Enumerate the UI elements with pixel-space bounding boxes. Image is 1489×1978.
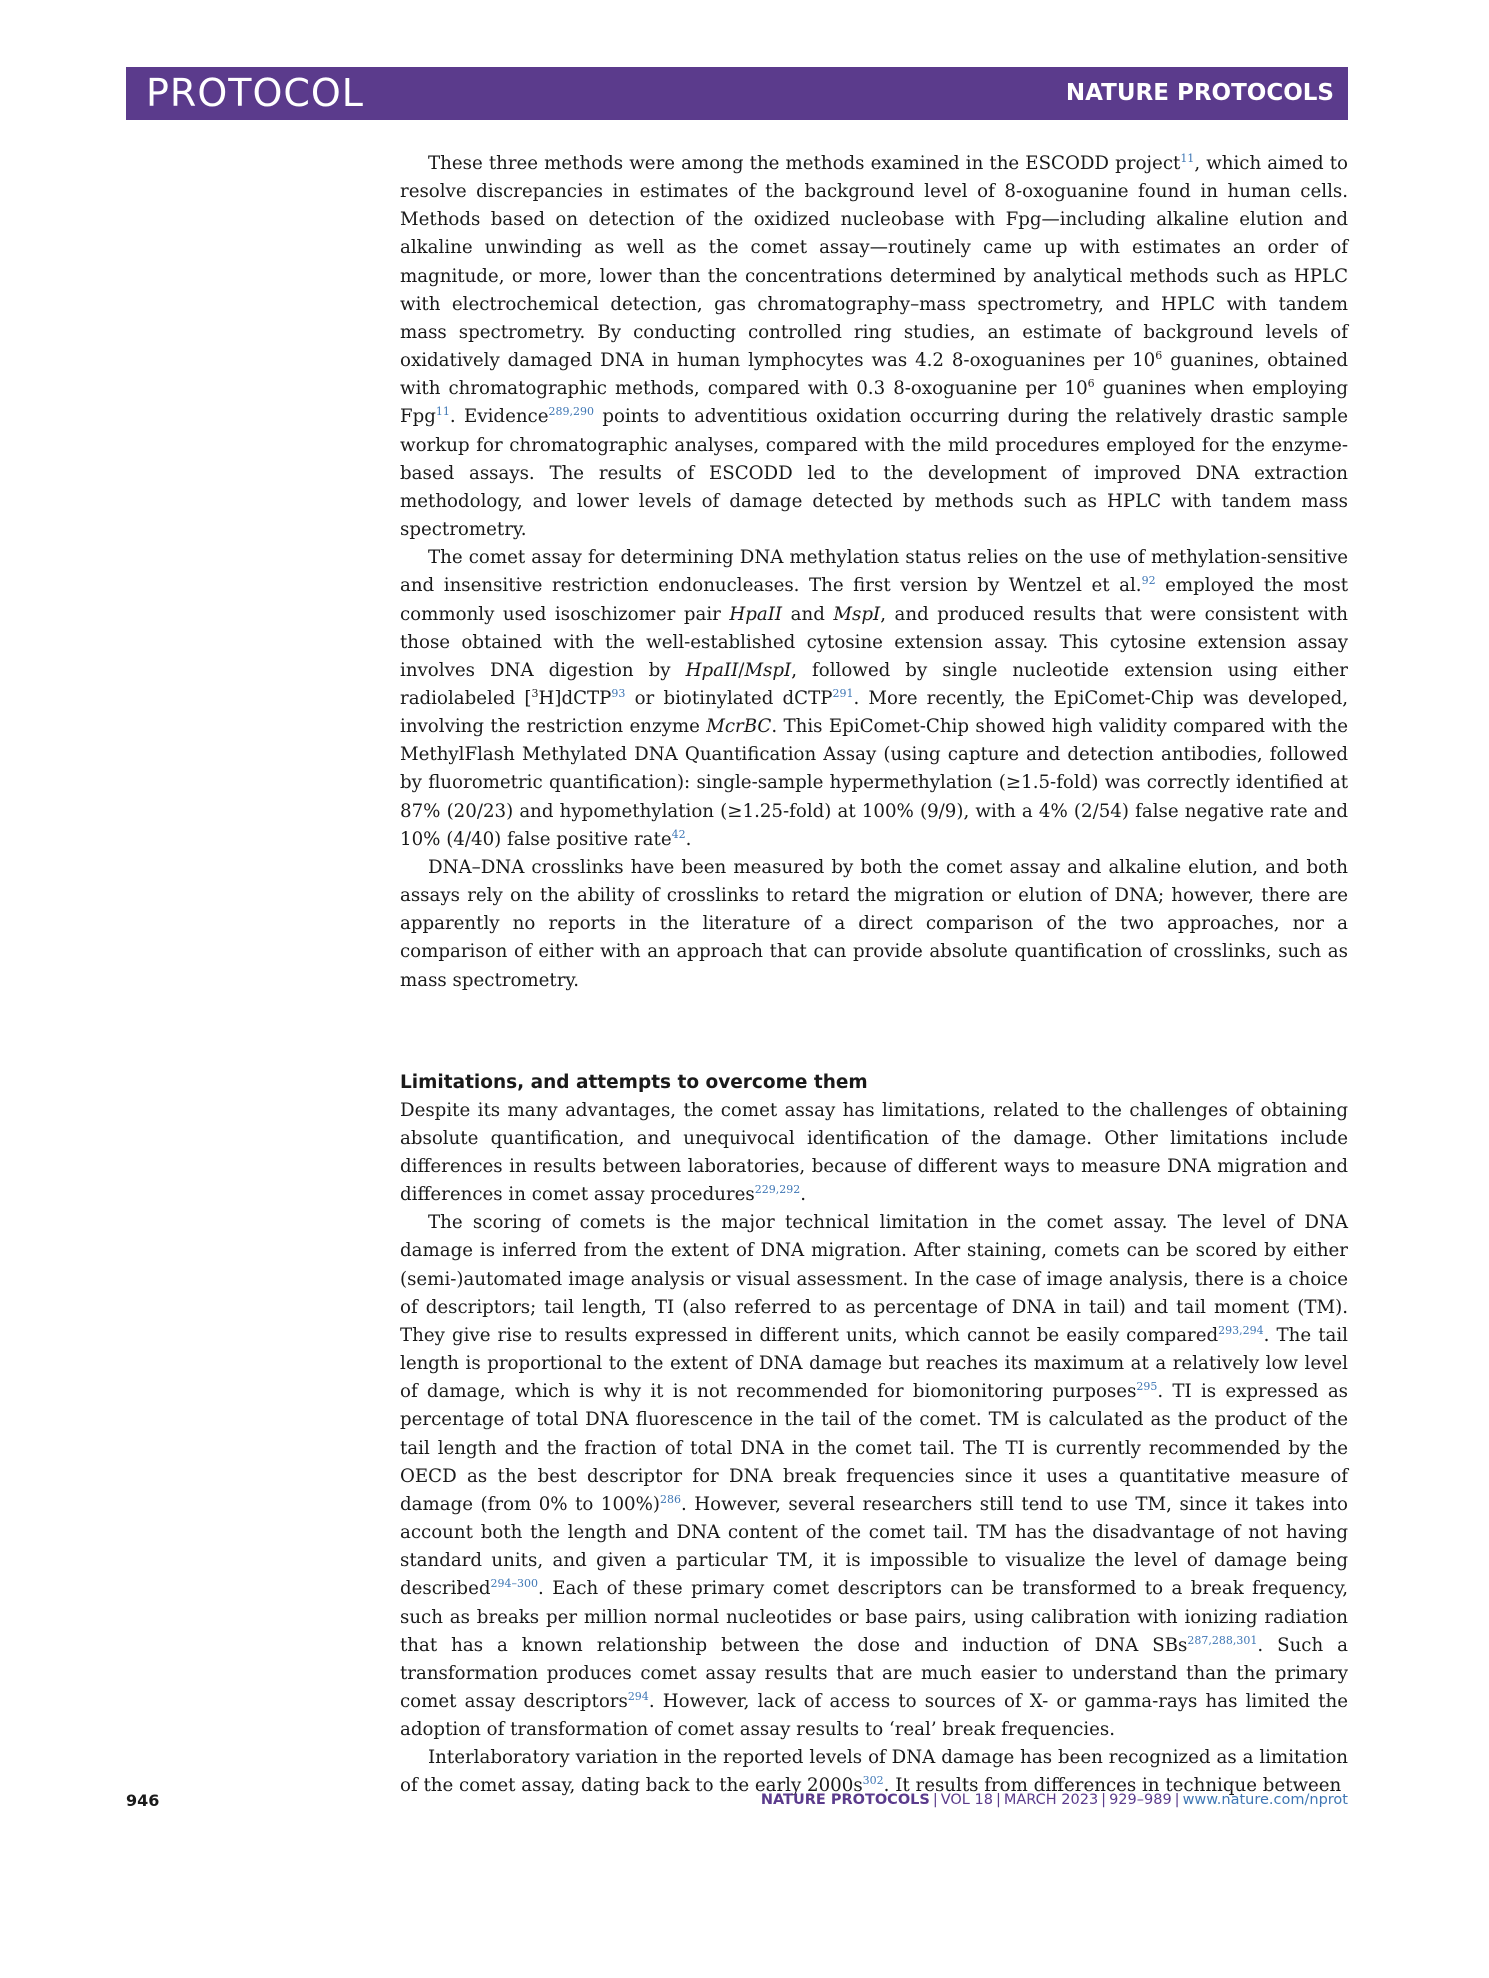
section-label: PROTOCOL bbox=[146, 71, 364, 115]
journal-label: NATURE PROTOCOLS bbox=[1065, 80, 1334, 106]
paragraph-interlab: Interlaboratory variation in the reported levels of DNA damage has been recognized as a limitation of the comet assay, dating back to the early $2000s^{302}$. It results from differences in technique between bbox=[400, 1747, 1348, 1797]
footer-volume: VOL 18 bbox=[940, 1792, 993, 1808]
footer-citation: NATURE PROTOCOLS | VOL 18 | MARCH 2023 | 929–989 | www.nature.com/nprot bbox=[760, 1792, 1348, 1808]
reference-link[interactable]: 42 bbox=[671, 827, 686, 841]
paragraph-methylation: The comet assay for determining DNA methylation status relies on the use of methylation-sensitive and insensitive restriction endonucleases. The first version by Wentzel et al.$^{92}$ employed the most commonly used isoschizomer pair HpaII and MspI, and produced results that were consistent with those obtained with the well-established cytosine extension assay. This cytosine extension assay involves DNA digestion by HpaII/MspI, followed by single nucleotide extension using either radiolabeled [$^3$H]dCTP$^{93}$ or biotinylated dCTP$^{291}$. More recently, the EpiComet-Chip was developed, involving the restriction enzyme McrBC. This EpiComet-Chip showed high validity compared with the MethylFlash Methylated DNA Quantification Assay (using capture and detection antibodies, followed by fluorometric quantification): single-sample hypermethylation (≥1.5-fold) was correctly identified at 87% (20/23) and hypomethylation (≥1.25-fold) at 100% (9/9), with a 4% (2/54) false negative rate and 10% (4/40) false positive rate$^{42}$. bbox=[400, 547, 1349, 850]
footer-date: MARCH 2023 bbox=[1003, 1792, 1099, 1808]
paragraph-crosslinks: DNA–DNA crosslinks have been measured by both the comet assay and alkaline elution, and both assays rely on the ability of crosslinks to retard the migration or elution of DNA; however, there are apparently no reports in the literature of a direct comparison of the two approaches, nor a comparison of either with an approach that can provide absolute quantification of crosslinks, such as mass spectrometry. bbox=[400, 856, 1348, 991]
paragraph-scoring: The scoring of comets is the major technical limitation in the comet assay. The level of DNA damage is inferred from the extent of DNA migration. After staining, comets can be scored by either (semi-)automated image analysis or visual assessment. In the case of image analysis, there is a choice of descriptors; tail length, TI (also referred to as percentage of DNA in tail) and tail moment (TM). They give rise to results expressed in different units, which cannot be easily compared$^{293,294}$. The tail length is proportional to the extent of DNA damage but reaches its maximum at a relatively low level of damage, which is why it is not recommended for biomonitoring purposes$^{295}$. TI is expressed as percentage of total DNA fluorescence in the tail of the comet. TM is calculated as the product of the tail length and the fraction of total DNA in the comet tail. The TI is currently recommended by the OECD as the best descriptor for DNA break frequencies since it uses a quantitative measure of damage (from 0% to 100%)$^{286}$. However, several researchers still tend to use TM, since it takes into account both the length and DNA content of the comet tail. TM has the disadvantage of not having standard units, and given a particular TM, it is impossible to visualize the level of damage being described$^{294-300}$. Each of these primary comet descriptors can be transformed to a break frequency, such as breaks per million normal nucleotides or base pairs, using calibration with ionizing radiation that has a known relationship between the dose and induction of DNA SBs$^{287,288,301}$. Such a transformation produces comet assay results that are much easier to understand than the primary comet assay descriptors$^{294}$. However, lack of access to sources of X- or gamma-rays has limited the adoption of transformation of comet assay results to ‘real’ break frequencies. bbox=[400, 1212, 1348, 1741]
reference-link[interactable]: 11 bbox=[435, 405, 450, 419]
reference-link[interactable]: 93 bbox=[611, 686, 626, 700]
page-number: 946 bbox=[126, 1791, 160, 1810]
reference-link[interactable]: 229,292 bbox=[754, 1183, 801, 1197]
header-bar bbox=[126, 67, 1348, 120]
footer-url-link[interactable]: www.nature.com/nprot bbox=[1182, 1792, 1348, 1808]
reference-link[interactable]: 291 bbox=[832, 686, 854, 700]
reference-link[interactable]: 302 bbox=[862, 1774, 884, 1788]
reference-link[interactable]: 286 bbox=[659, 1492, 681, 1506]
section-heading: Limitations, and attempts to overcome them bbox=[400, 1071, 868, 1093]
reference-link[interactable]: 289,290 bbox=[548, 405, 594, 419]
reference-link[interactable]: 295 bbox=[1136, 1380, 1158, 1394]
reference-link[interactable]: 287,288,301 bbox=[1187, 1633, 1258, 1647]
reference-link[interactable]: 92 bbox=[1141, 574, 1156, 588]
reference-link[interactable]: 294 bbox=[627, 1689, 649, 1703]
reference-link[interactable]: 293,294 bbox=[1218, 1323, 1264, 1337]
paragraph-escodd: These three methods were among the methods examined in the ESCODD project$^{11}$, which aimed to resolve discrepancies in estimates of the background level of 8-oxoguanine found in human cells. Methods based on detection of the oxidized nucleobase with Fpg—including alkaline elution and alkaline unwinding as well as the comet assay—routinely came up with estimates an order of magnitude, or more, lower than the concentrations determined by analytical methods such as HPLC with electrochemical detection, gas chromatography–mass spectrometry, and HPLC with tandem mass spectrometry. By conducting controlled ring studies, an estimate of background levels of oxidatively damaged DNA in human lymphocytes was 4.2 8-oxoguanines per $10^6$ guanines, obtained with chromatographic methods, compared with 0.3 8-oxoguanine per $10^6$ guanines when employing Fpg$^{11}$. Evidence$^{289,290}$ points to adventitious oxidation occurring during the relatively drastic sample workup for chromatographic analyses, compared with the mild procedures employed for the enzyme-based assays. The results of ESCODD led to the development of improved DNA extraction methodology, and lower levels of damage detected by methods such as HPLC with tandem mass spectrometry. bbox=[400, 152, 1348, 541]
paragraph-limitations: Despite its many advantages, the comet assay has limitations, related to the challenges of obtaining absolute quantification, and unequivocal identification of the damage. Other limitations include differences in results between laboratories, because of different ways to measure DNA migration and differences in comet assay procedures$^{229,292}$. bbox=[400, 1099, 1348, 1206]
main-text-column bbox=[400, 150, 1348, 1801]
footer-journal: NATURE PROTOCOLS bbox=[760, 1792, 930, 1808]
footer-pages: 929–989 bbox=[1109, 1792, 1172, 1808]
reference-link[interactable]: 294–300 bbox=[490, 1577, 538, 1591]
reference-link[interactable]: 11 bbox=[1180, 152, 1195, 165]
